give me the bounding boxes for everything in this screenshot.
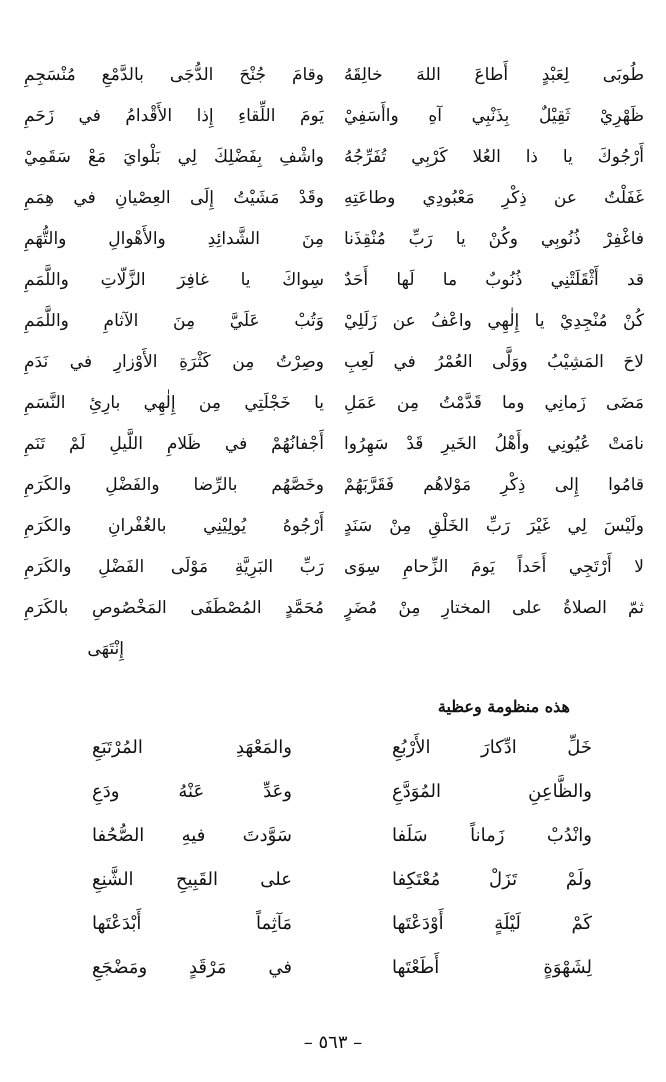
right-hemistich: كَمْ لَيْلَةٍ أَوْدَعْتَها [392,913,592,934]
left-hemistich: أَرْجُوهُ يُولِيْنِي بالغُفْرانِ والكَرَمِ [24,516,324,536]
verse-row [24,220,644,258]
page-number: – ٥٦٣ – [303,1032,363,1053]
verse-row [92,860,592,900]
right-hemistich: لاحَ المَشِيْبُ ووَلَّى العُمْرُ في لَعِبِ [344,352,644,372]
verse-row [92,904,592,944]
left-hemistich: وقَدْ مَشَيْتُ إِلَى العِصْيانِ في هِمَمِ [24,188,324,208]
left-hemistich: وعَدِّ عَنْهُ ودَعِ [92,781,292,802]
verse-row [24,507,644,545]
right-hemistich: وانْدُبْ زَماناً سَلَفا [392,825,592,846]
right-hemistich: لا أَرْتَجِي أَحَداً يَومَ الزِّحامِ سِوَى [344,557,644,577]
left-hemistich: على القَبِيحِ الشَّنِعِ [92,869,292,890]
verse-row [24,302,644,340]
verse-row [92,948,592,988]
verse-row [92,772,592,812]
end-word: إِنْتَهَى [87,639,124,659]
verse-row [24,425,644,463]
right-hemistich: مَضَى زَمانِي وما قَدَّمْتُ مِن عَمَلِ [344,393,644,413]
verse-row [24,589,644,627]
left-hemistich: وصِرْتُ مِن كَثْرَةِ الأَوْزارِ في نَدَمِ [24,352,324,372]
verse-row [24,56,644,94]
left-hemistich: مَآثِماً أَبْدَعْتَها [92,913,292,934]
right-hemistich: طُوبَى لِعَبْدٍ أَطاعَ اللهَ خالِقَهُ [344,65,644,85]
left-hemistich: سِواكَ يا غافِرَ الزَّلّاتِ واللَّمَمِ [24,270,324,290]
left-hemistich: واشْفِ بِفَضْلِكَ لِي بَلْوايَ مَعْ سَقَمِيْ [24,147,324,167]
left-hemistich: مِنَ الشَّدائِدِ والأَهْوالِ والتُّهَمِ [24,229,324,249]
right-hemistich: نامَتْ عُيُونِي وأَهْلُ الخَيرِ قَدْ سَهِرُوا [344,434,644,454]
left-hemistich: أَجْفانُهُمْ في ظَلامِ اللَّيلِ لَمْ تَنَمِ [24,434,324,454]
verse-row [92,728,592,768]
right-hemistich: قامُوا إِلى ذِكْرِ مَوْلاهُم فَقَرَّبَهُمْ [344,475,644,495]
right-hemistich: لِشَهْوَةٍ أَطَعْتَها [392,957,592,978]
right-hemistich: والظَّاعِنِ المُوَدَّعِ [392,781,592,802]
verse-row [24,179,644,217]
right-hemistich: أَرْجُوكَ يا ذا العُلا كَرْبِي تُفَرِّجُهُ [344,147,644,167]
right-hemistich: خَلِّ ادِّكارَ الأَرْبُعِ [392,737,592,758]
poem-bottom [92,728,592,998]
left-hemistich: وقامَ جُنْحَ الدُّجَى بالدَّمْعِ مُنْسَجِمِ [24,65,324,85]
left-hemistich: وخَصَّهُم بالرِّضا والفَضْلِ والكَرَمِ [24,475,324,495]
left-hemistich: مُحَمَّدٍ المُصْطَفَى المَخْصُوصِ بالكَرَمِ [24,598,324,618]
left-hemistich: رَبِّ البَرِيَّةِ مَوْلَى الفَضْلِ والكَرَمِ [24,557,324,577]
left-hemistich: يا خَجْلَتِي مِن إِلٰهِي بارِئِ النَّسَمِ [24,393,324,413]
verse-row [24,384,644,422]
right-hemistich: غَفَلْتُ عن ذِكْرِ مَعْبُودِي وطاعَتِهِ [344,188,644,208]
right-hemistich: كُنْ مُنْجِدِيْ يا إِلٰهِي واعْفُ عن زَلَلِيْ [344,311,644,331]
left-hemistich: وَتُبْ عَلَيَّ مِنَ الآثامِ واللَّمَمِ [24,311,324,331]
right-hemistich: ولَمْ تَزَلْ مُعْتَكِفا [392,869,592,890]
verse-row [92,816,592,856]
verse-row [24,261,644,299]
left-hemistich: والمَعْهَدِ المُرْتَبَعِ [92,737,292,758]
verse-row [24,466,644,504]
verse-row [24,548,644,586]
verse-row [24,138,644,176]
right-hemistich: ولَيْسَ لِي غَيْرَ رَبِّ الخَلْقِ مِنْ سَنَدٍ [344,516,644,536]
right-hemistich: قد أَثْقَلَتْنِي ذُنُوبٌ ما لَها أَحَدٌ [344,270,644,290]
right-hemistich: ظَهْرِيْ ثَقِيْلٌ بِذَنْبِي آهِ واأَسَفِيْ [344,106,644,126]
right-hemistich: فاغْفِرْ ذُنُوبِي وكُنْ يا رَبِّ مُنْقِذَنا [344,229,644,249]
left-hemistich: سَوَّدتَ فيهِ الصُّحُفا [92,825,292,846]
poem-top [24,56,644,621]
verse-row [24,97,644,135]
right-hemistich: ثمّ الصلاةُ على المختارِ مِنْ مُضَرٍ [344,598,644,618]
poem-title: هذه منظومة وعظية [437,697,570,716]
left-hemistich: يَومَ اللِّقاءِ إِذا الأَقْدامُ في زَحَمِ [24,106,324,126]
left-hemistich: في مَرْقَدٍ ومَضْجَعِ [92,957,292,978]
verse-row [24,343,644,381]
